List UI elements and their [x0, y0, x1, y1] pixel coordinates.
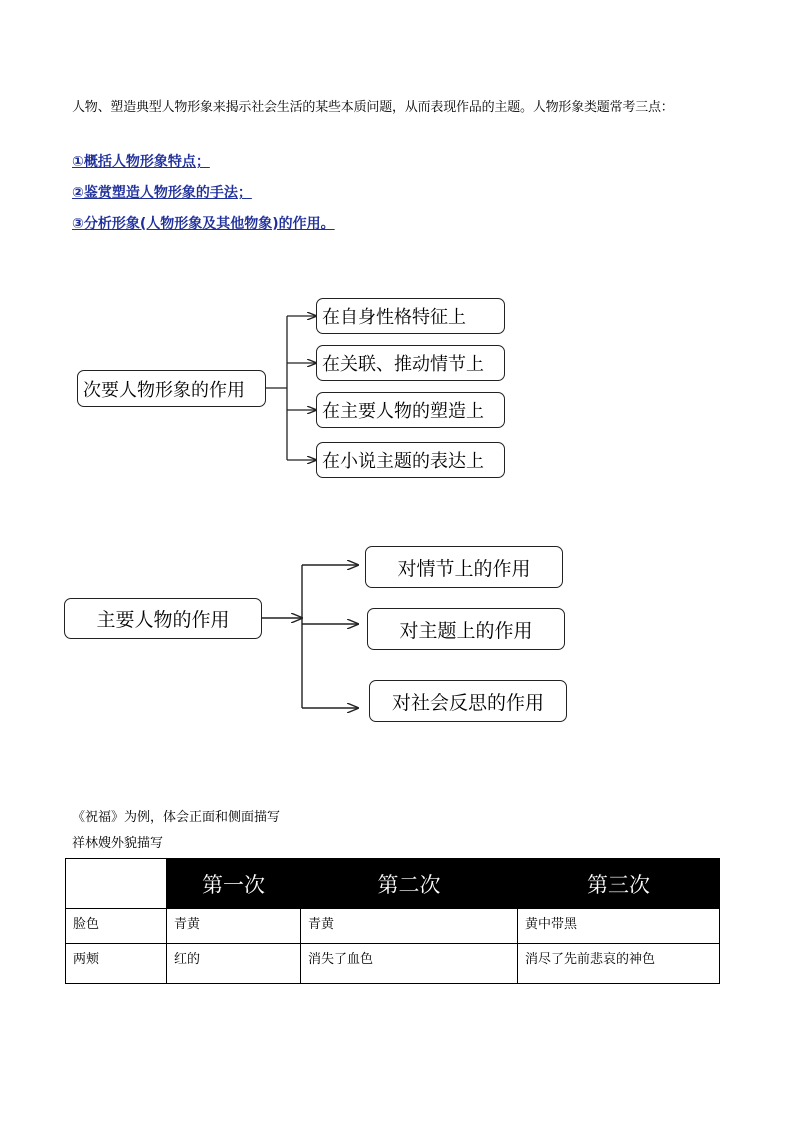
table-cell: 消尽了先前悲哀的神色: [518, 944, 720, 984]
point-3: ③分析形象(人物形象及其他物象)的作用。: [72, 216, 335, 232]
table-row: [66, 909, 720, 944]
point-2: ②鉴赏塑造人物形象的手法；: [72, 185, 252, 201]
table-header-blank: [66, 859, 167, 909]
table-header-first: 第一次: [167, 859, 301, 909]
table-cell: 脸色: [66, 909, 167, 944]
secondary-branch-4: 在小说主题的表达上: [316, 442, 505, 478]
caption-example: 《祝福》为例，体会正面和侧面描写: [72, 810, 281, 825]
table-cell: 黄中带黑: [518, 909, 720, 944]
main-branch-2: 对主题上的作用: [367, 608, 565, 650]
table-cell: 青黄: [167, 909, 301, 944]
table-row: [66, 944, 720, 984]
caption-appearance: 祥林嫂外貌描写: [72, 836, 164, 851]
table-cell: 红的: [167, 944, 301, 984]
secondary-branch-3: 在主要人物的塑造上: [316, 392, 505, 428]
secondary-branch-1: 在自身性格特征上: [316, 298, 505, 334]
intro-text: 人物、塑造典型人物形象来揭示社会生活的某些本质问题，从而表现作品的主题。人物形象类题常考三点：: [72, 100, 674, 115]
secondary-character-root: 次要人物形象的作用: [77, 370, 266, 407]
point-1: ①概括人物形象特点；: [72, 154, 210, 170]
table-header-row: [66, 859, 720, 909]
table-cell: 两颊: [66, 944, 167, 984]
appearance-table: [65, 858, 720, 984]
main-branch-1: 对情节上的作用: [365, 546, 563, 588]
table-cell: 青黄: [301, 909, 518, 944]
main-character-root: 主要人物的作用: [64, 598, 262, 639]
table-header-second: 第二次: [301, 859, 518, 909]
table-header-third: 第三次: [518, 859, 720, 909]
main-branch-3: 对社会反思的作用: [369, 680, 567, 722]
table-cell: 消失了血色: [301, 944, 518, 984]
secondary-branch-2: 在关联、推动情节上: [316, 345, 505, 381]
